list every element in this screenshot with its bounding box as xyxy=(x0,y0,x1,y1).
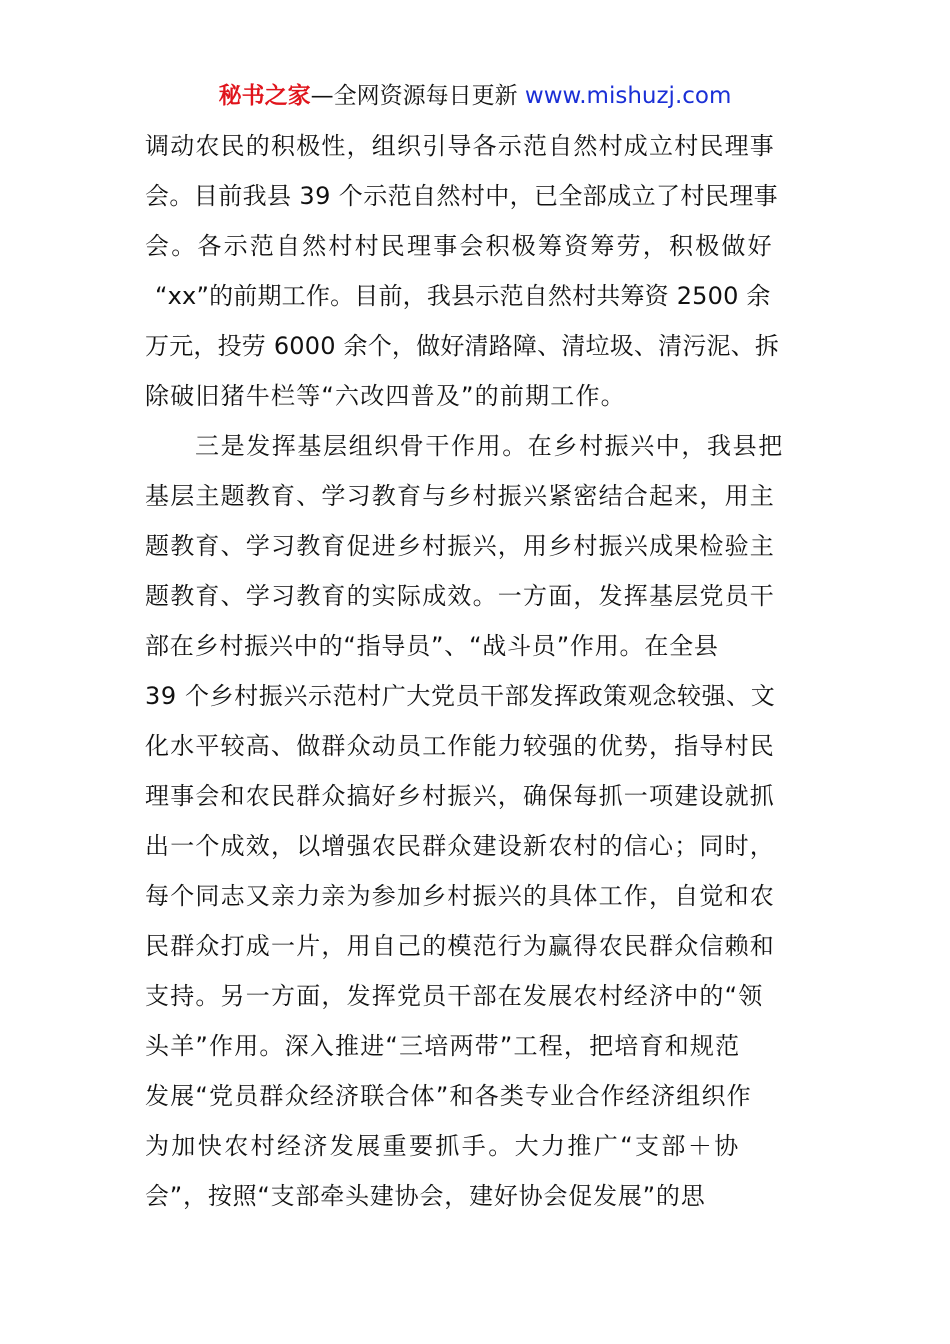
header-brand: 秘书之家 xyxy=(218,83,311,109)
body-line: 会”，按照“支部牵头建协会，建好协会促发展”的思 xyxy=(145,1182,706,1210)
body-line: 题教育、学习教育的实际成效。一方面，发挥基层党员干 xyxy=(145,582,775,610)
body-line: 理事会和农民群众搞好乡村振兴，确保每抓一项建设就抓 xyxy=(145,782,775,810)
body-line: 出一个成效，以增强农民群众建设新农村的信心；同时， xyxy=(145,832,775,860)
header-slogan: —全网资源每日更新 xyxy=(310,83,525,109)
header-site-link[interactable]: www.mishuzj.com xyxy=(524,83,732,109)
body-line: “xx”的前期工作。目前，我县示范自然村共筹资 2500 余 xyxy=(155,282,771,310)
body-line: 为加快农村经济发展重要抓手。大力推广“支部＋协 xyxy=(145,1132,741,1160)
body-line: 题教育、学习教育促进乡村振兴，用乡村振兴成果检验主 xyxy=(145,532,775,560)
body-line: 基层主题教育、学习教育与乡村振兴紧密结合起来，用主 xyxy=(145,482,775,510)
body-line: 会。各示范自然村村民理事会积极筹资筹劳，积极做好 xyxy=(145,232,774,260)
body-line: 支持。另一方面，发挥党员干部在发展农村经济中的“领 xyxy=(145,982,764,1010)
body-line: 化水平较高、做群众动员工作能力较强的优势，指导村民 xyxy=(145,732,775,760)
body-line: 每个同志又亲力亲为参加乡村振兴的具体工作，自觉和农 xyxy=(145,882,775,910)
body-line: 民群众打成一片，用自己的模范行为赢得农民群众信赖和 xyxy=(145,932,775,960)
document-body xyxy=(145,126,825,1226)
body-line: 39 个乡村振兴示范村广大党员干部发挥政策观念较强、文 xyxy=(145,682,776,710)
body-line: 部在乡村振兴中的“指导员”、“战斗员”作用。在全县 xyxy=(145,632,719,660)
body-line: 发展“党员群众经济联合体”和各类专业合作经济组织作 xyxy=(145,1082,752,1110)
body-line: 万元，投劳 6000 余个，做好清路障、清垃圾、清污泥、拆 xyxy=(145,332,780,360)
body-line: 调动农民的积极性，组织引导各示范自然村成立村民理事 xyxy=(145,132,775,160)
body-line: 头羊”作用。深入推进“三培两带”工程，把培育和规范 xyxy=(145,1032,741,1060)
body-line: 三是发挥基层组织骨干作用。在乡村振兴中，我县把 xyxy=(195,432,784,460)
body-line: 除破旧猪牛栏等“六改四普及”的前期工作。 xyxy=(145,382,626,410)
page-header xyxy=(0,78,950,114)
body-line: 会。目前我县 39 个示范自然村中，已全部成立了村民理事 xyxy=(145,182,778,210)
